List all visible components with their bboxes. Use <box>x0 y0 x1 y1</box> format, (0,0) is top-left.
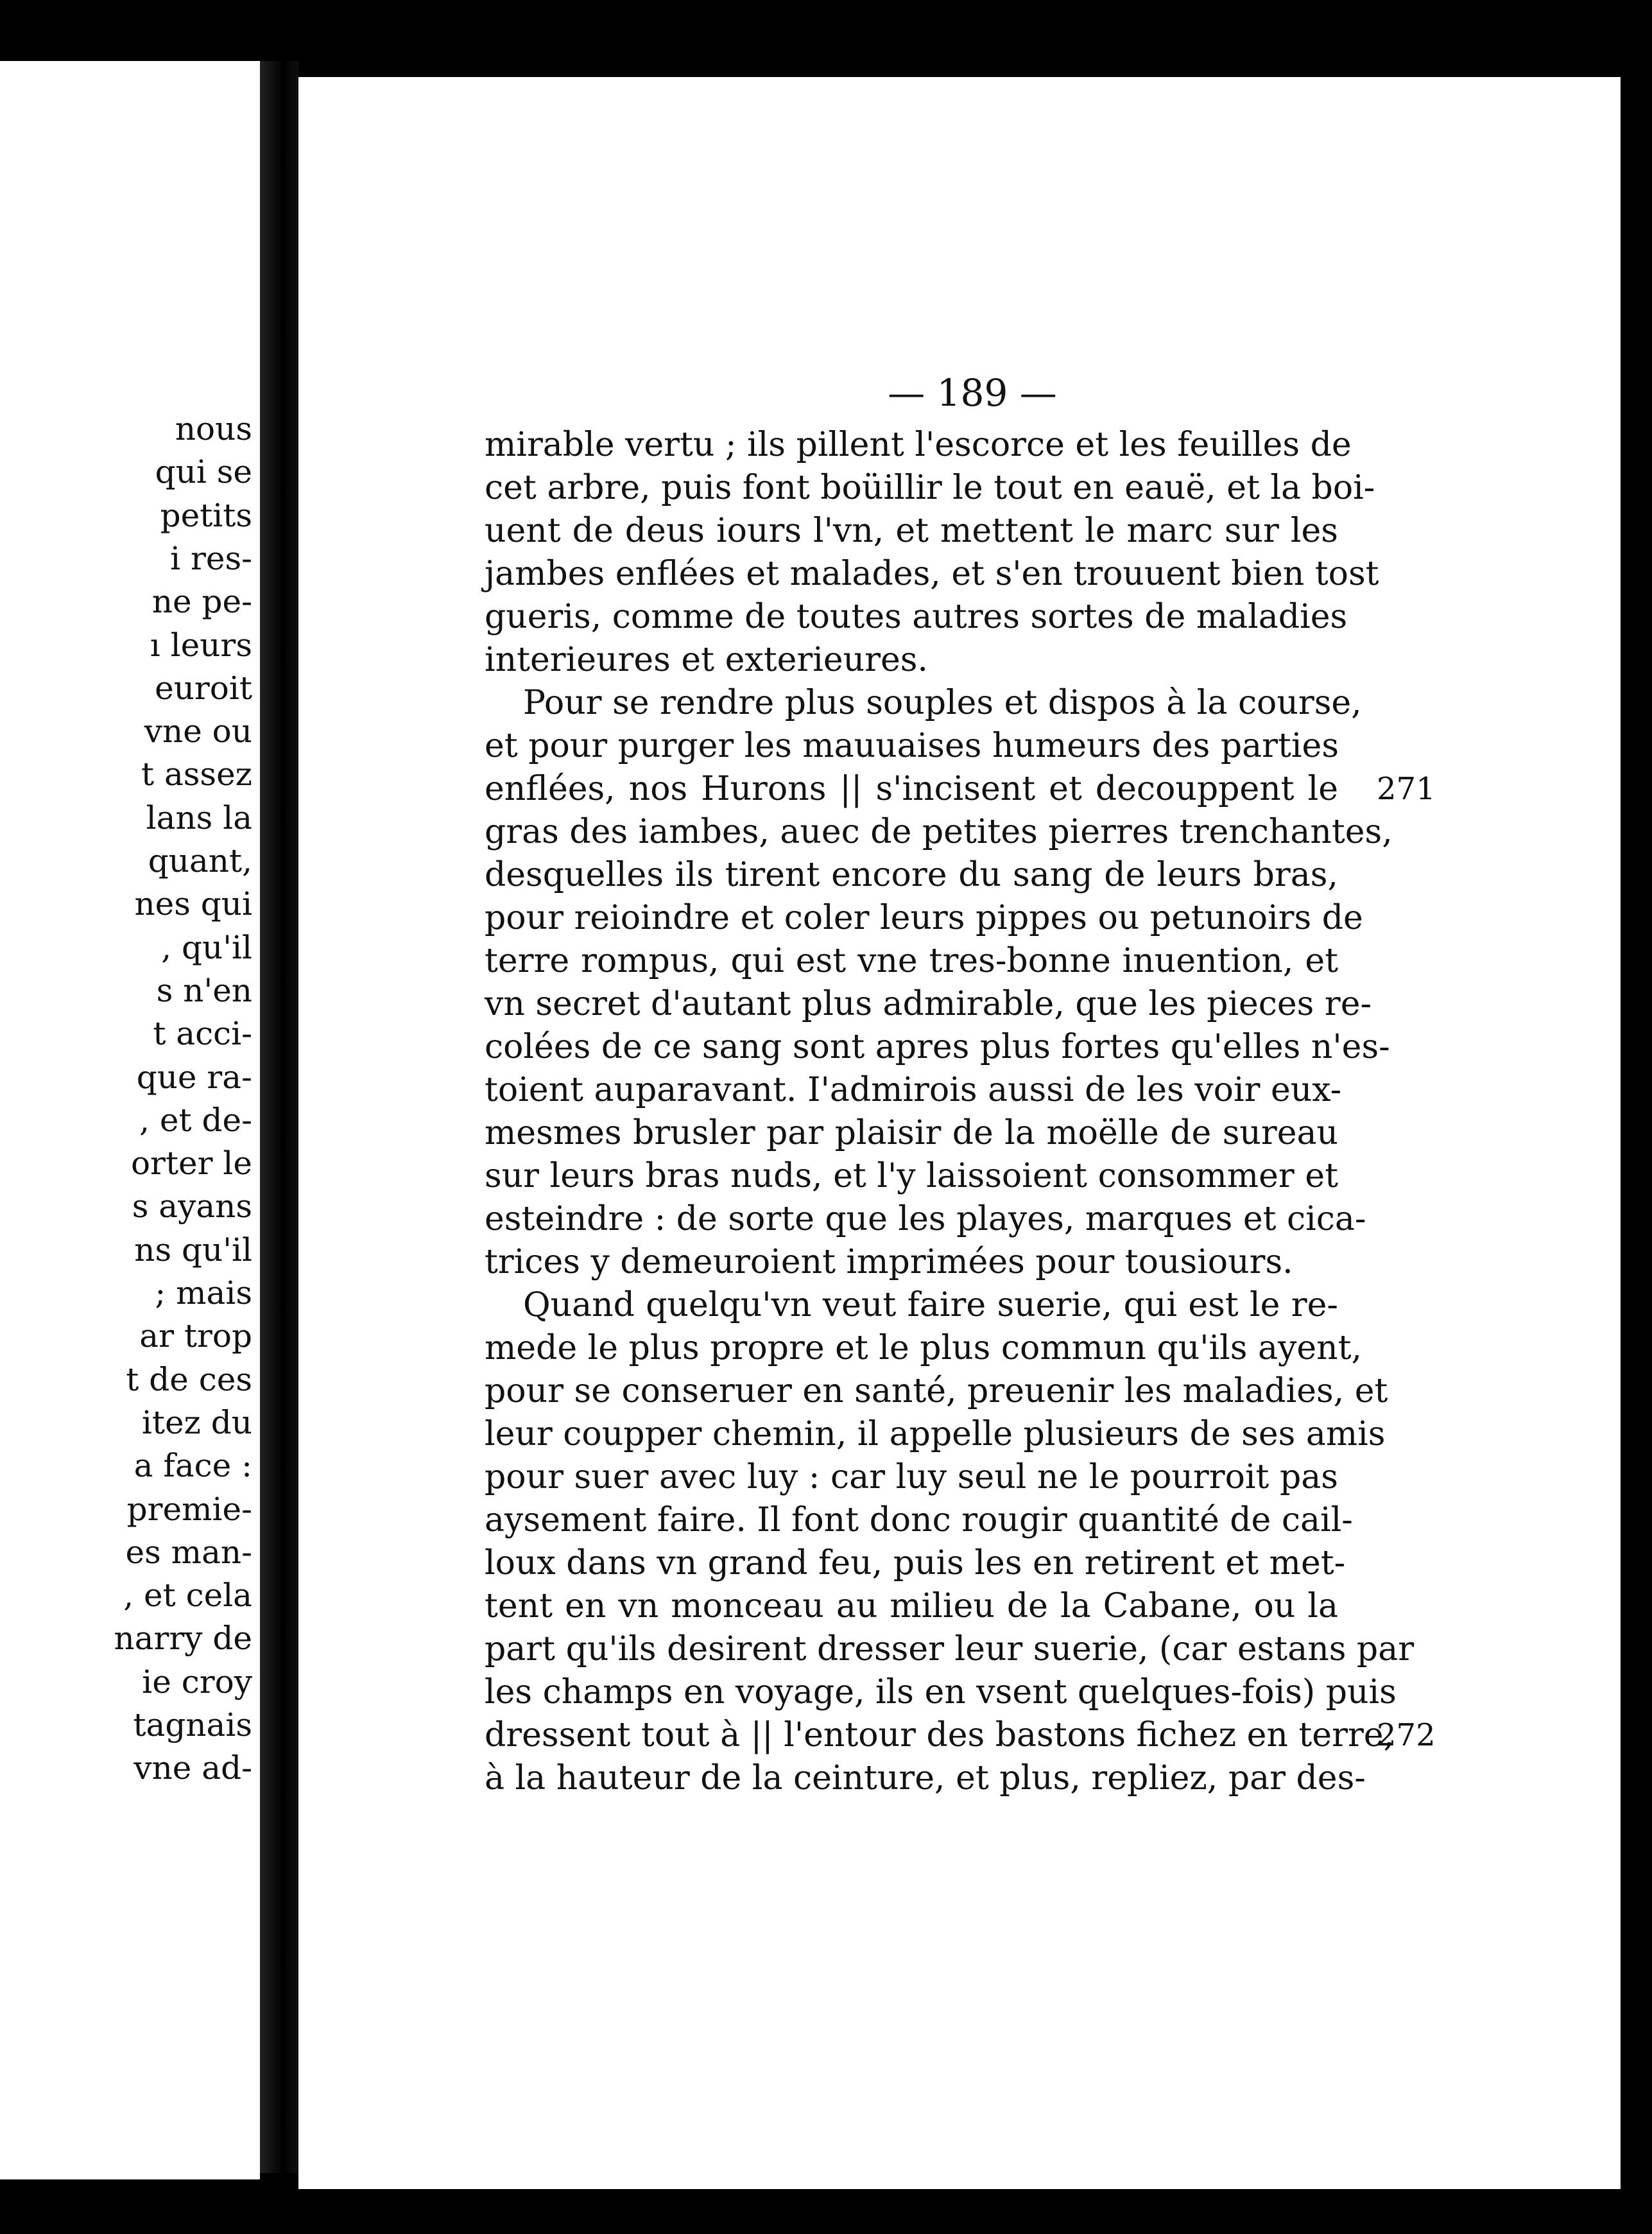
text-line: jambes enflées et malades, et s'en trouuent bien tost <box>485 555 1379 593</box>
margin-note: 272 <box>1377 1717 1436 1753</box>
text-line: leur coupper chemin, il appelle plusieurs de ses amis <box>485 1415 1386 1453</box>
left-page-fragment: s ayans <box>132 1188 252 1225</box>
text-line: cet arbre, puis font boüillir le tout en eauë, et la boi- <box>485 469 1375 507</box>
left-page-fragment: ar trop <box>139 1317 252 1355</box>
text-line: aysement faire. Il font donc rougir quantité de cail- <box>485 1501 1353 1539</box>
left-page-fragment: ; mais <box>155 1274 252 1312</box>
book-gutter <box>260 61 298 2173</box>
right-page <box>298 77 1621 2189</box>
text-line: pour reioindre et coler leurs pippes ou petunoirs de <box>485 899 1363 937</box>
text-line: pour suer avec luy : car luy seul ne le pourroit pas <box>485 1458 1338 1496</box>
left-page-fragment: t de ces <box>126 1360 252 1398</box>
left-page-fragment: que ra- <box>136 1058 252 1096</box>
left-page-fragment: s n'en <box>156 971 252 1009</box>
left-page-fragment: quant, <box>148 842 252 879</box>
text-line: et pour purger les mauuaises humeurs des parties <box>485 727 1339 765</box>
left-page-fragment: tagnais <box>133 1706 252 1744</box>
left-page-fragment: i res- <box>170 539 252 577</box>
text-line: tent en vn monceau au milieu de la Cabane, ou la <box>485 1587 1338 1625</box>
text-line: gras des iambes, auec de petites pierres trenchantes, <box>485 813 1393 851</box>
text-line: les champs en voyage, ils en vsent quelques-fois) puis <box>485 1673 1397 1711</box>
text-line: trices y demeuroient imprimées pour tousiours. <box>485 1243 1293 1281</box>
text-line: enflées, nos Hurons || s'incisent et decouppent le <box>485 770 1338 808</box>
left-page-fragment: vne ad- <box>133 1749 252 1787</box>
left-page <box>0 61 260 2179</box>
left-page-fragment: , qu'il <box>161 928 252 966</box>
page-number: — 189 — <box>888 371 1057 415</box>
left-page-fragment: lans la <box>146 799 252 836</box>
left-page-fragment: t acci- <box>153 1015 252 1053</box>
text-line: mesmes brusler par plaisir de la moëlle de sureau <box>485 1114 1338 1152</box>
left-page-fragment: a face : <box>133 1447 252 1485</box>
text-line: Quand quelqu'vn veut faire suerie, qui est le re- <box>523 1286 1338 1324</box>
text-line: mirable vertu ; ils pillent l'escorce et les feuilles de <box>485 426 1352 464</box>
left-page-fragment: vne ou <box>144 713 252 750</box>
text-line: loux dans vn grand feu, puis les en retirent et met- <box>485 1544 1346 1582</box>
left-page-fragment: ı leurs <box>150 626 252 664</box>
left-page-fragment: ns qu'il <box>134 1231 252 1269</box>
left-page-fragment: orter le <box>130 1145 252 1182</box>
left-page-fragment: nous <box>175 410 252 447</box>
left-page-fragment: premie- <box>126 1490 252 1528</box>
left-page-fragment: t assez <box>141 756 252 793</box>
text-line: gueris, comme de toutes autres sortes de maladies <box>485 598 1348 636</box>
text-line: vn secret d'autant plus admirable, que les pieces re- <box>485 985 1372 1023</box>
left-page-fragment: qui se <box>155 453 252 491</box>
text-line: esteindre : de sorte que les playes, marques et cica- <box>485 1200 1366 1238</box>
text-line: uent de deus iours l'vn, et mettent le marc sur les <box>485 512 1338 550</box>
text-line: dressent tout à || l'entour des bastons fichez en terre, <box>485 1716 1395 1754</box>
text-line: toient auparavant. I'admirois aussi de les voir eux- <box>485 1071 1342 1109</box>
left-page-fragment: petits <box>160 496 252 534</box>
text-line: sur leurs bras nuds, et l'y laissoient consommer et <box>485 1157 1338 1195</box>
text-line: mede le plus propre et le plus commun qu'ils ayent, <box>485 1329 1363 1367</box>
left-page-fragment: narry de <box>114 1620 252 1658</box>
left-page-fragment: ne pe- <box>151 583 252 621</box>
left-page-fragment: ie croy <box>142 1663 252 1701</box>
text-line: terre rompus, qui est vne tres-bonne inuention, et <box>485 942 1338 980</box>
left-page-fragment: nes qui <box>134 885 252 923</box>
text-line: desquelles ils tirent encore du sang de leurs bras, <box>485 856 1338 894</box>
text-line: à la hauteur de la ceinture, et plus, repliez, par des- <box>485 1759 1366 1797</box>
left-page-fragment: eurοit <box>155 669 252 707</box>
left-page-fragment: itez du <box>141 1403 252 1441</box>
left-page-fragment: , et de- <box>139 1101 252 1139</box>
text-line: part qu'ils desirent dresser leur suerie, (car estans par <box>485 1630 1415 1668</box>
text-line: Pour se rendre plus souples et dispos à la course, <box>523 684 1362 722</box>
left-page-fragment: es man- <box>125 1533 252 1571</box>
left-page-fragment: , et cela <box>123 1577 252 1615</box>
text-line: interieures et exterieures. <box>485 641 928 679</box>
margin-note: 271 <box>1377 771 1436 807</box>
text-line: colées de ce sang sont apres plus fortes qu'elles n'es- <box>485 1028 1390 1066</box>
text-line: pour se conseruer en santé, preuenir les maladies, et <box>485 1372 1388 1410</box>
